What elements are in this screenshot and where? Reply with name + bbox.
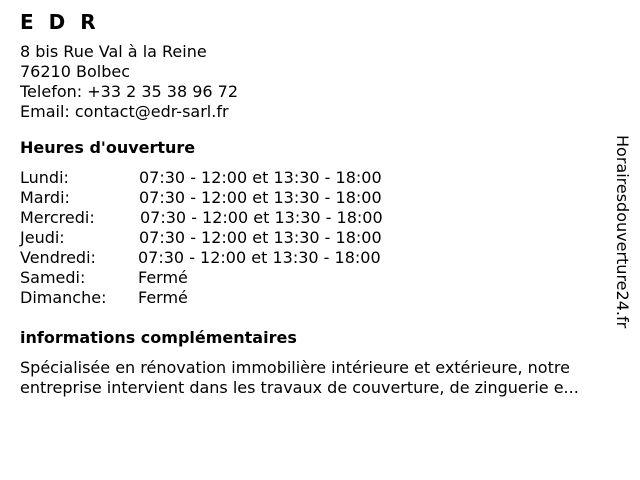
day-label: Samedi: <box>20 268 86 287</box>
description-line: entreprise intervient dans les travaux de couverture, de zinguerie e... <box>20 378 579 397</box>
address-city: 76210 Bolbec <box>20 62 130 81</box>
phone-text: Telefon: +33 2 35 38 96 72 <box>20 82 239 101</box>
time-value: Fermé <box>138 288 188 307</box>
time-value: 07:30 - 12:00 et 13:30 - 18:00 <box>139 228 382 247</box>
description-line: Spécialisée en rénovation immobilière intérieure et extérieure, notre <box>20 358 570 377</box>
info-heading: informations complémentaires <box>20 328 297 347</box>
hours-row-sunday <box>20 288 620 308</box>
time-value: 07:30 - 12:00 et 13:30 - 18:00 <box>138 248 381 267</box>
info-description <box>20 358 630 398</box>
hours-row-tuesday <box>20 188 620 208</box>
day-label: Vendredi: <box>20 248 96 267</box>
time-value: Fermé <box>138 268 188 287</box>
day-label: Jeudi: <box>20 228 65 247</box>
business-name: E D R <box>20 10 100 34</box>
day-label: Lundi: <box>20 168 69 187</box>
hours-row-saturday <box>20 268 620 288</box>
time-value: 07:30 - 12:00 et 13:30 - 18:00 <box>140 208 383 227</box>
site-watermark: Horairesdouverture24.fr <box>613 135 632 329</box>
day-label: Mardi: <box>20 188 70 207</box>
business-card <box>20 8 620 398</box>
contact-block <box>20 42 620 122</box>
hours-row-friday <box>20 248 620 268</box>
time-value: 07:30 - 12:00 et 13:30 - 18:00 <box>139 168 382 187</box>
hours-row-thursday <box>20 228 620 248</box>
day-label: Mercredi: <box>20 208 95 227</box>
hours-row-wednesday <box>20 208 620 228</box>
time-value: 07:30 - 12:00 et 13:30 - 18:00 <box>139 188 382 207</box>
email-text: Email: contact@edr-sarl.fr <box>20 102 229 121</box>
day-label: Dimanche: <box>20 288 107 307</box>
hours-row-monday <box>20 168 620 188</box>
hours-heading: Heures d'ouverture <box>20 138 196 157</box>
address-street: 8 bis Rue Val à la Reine <box>20 42 207 61</box>
hours-table <box>20 168 620 308</box>
